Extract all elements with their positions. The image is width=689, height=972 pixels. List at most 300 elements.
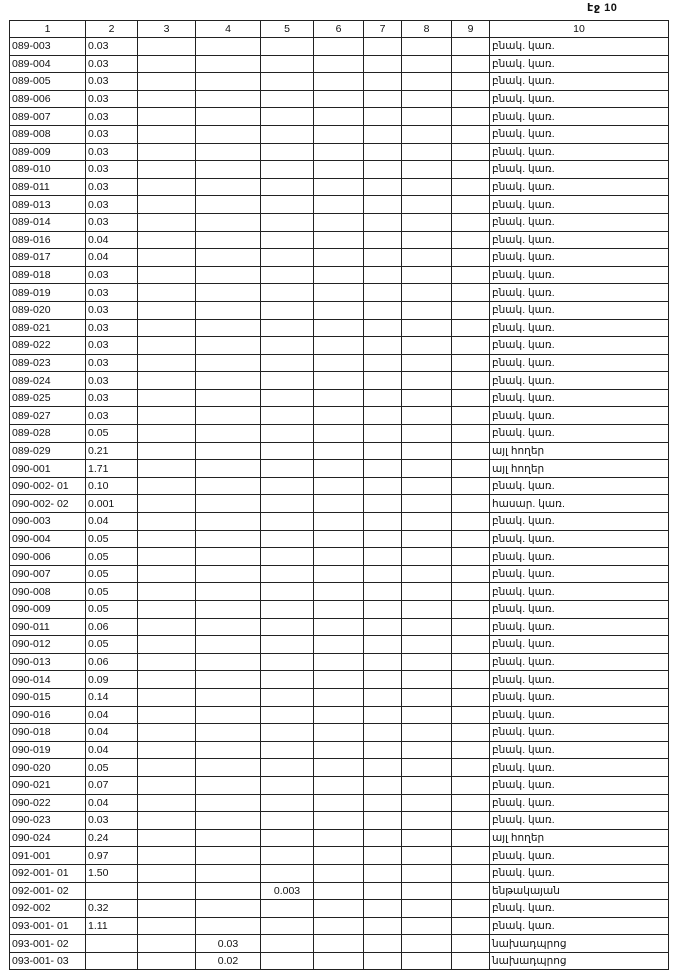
column-8-cell <box>402 829 452 847</box>
column-7-cell <box>364 337 402 355</box>
parcel-code-cell: 092-001- 02 <box>10 882 86 900</box>
column-4-cell <box>196 601 261 619</box>
column-7-cell <box>364 125 402 143</box>
area-cell: 0.97 <box>86 847 138 865</box>
column-9-cell <box>452 548 490 566</box>
column-6-cell <box>314 776 364 794</box>
column-9-cell <box>452 143 490 161</box>
column-4-cell <box>196 354 261 372</box>
land-use-cell: բնակ. կառ. <box>490 337 669 355</box>
area-cell: 1.11 <box>86 917 138 935</box>
column-3-cell <box>138 530 196 548</box>
column-6-cell <box>314 935 364 953</box>
column-8-cell <box>402 143 452 161</box>
column-6-cell <box>314 337 364 355</box>
table-row <box>10 407 669 425</box>
column-8-cell <box>402 460 452 478</box>
column-5-cell <box>261 213 314 231</box>
column-3-cell <box>138 125 196 143</box>
column-9-cell <box>452 935 490 953</box>
column-4-cell <box>196 90 261 108</box>
column-5-cell <box>261 231 314 249</box>
column-4-cell <box>196 301 261 319</box>
column-9-cell <box>452 90 490 108</box>
column-9-cell <box>452 636 490 654</box>
column-6-cell <box>314 882 364 900</box>
table-row <box>10 266 669 284</box>
table-row <box>10 741 669 759</box>
table-row <box>10 565 669 583</box>
area-cell: 0.05 <box>86 548 138 566</box>
column-9-cell <box>452 724 490 742</box>
column-4-cell <box>196 548 261 566</box>
column-5-cell <box>261 55 314 73</box>
column-8-cell <box>402 161 452 179</box>
column-8-cell <box>402 337 452 355</box>
column-8-cell <box>402 847 452 865</box>
land-use-cell: բնակ. կառ. <box>490 618 669 636</box>
column-6-cell <box>314 161 364 179</box>
column-8-cell <box>402 442 452 460</box>
column-3-cell <box>138 653 196 671</box>
parcel-code-cell: 090-002- 02 <box>10 495 86 513</box>
land-use-cell: բնակ. կառ. <box>490 319 669 337</box>
table-row <box>10 829 669 847</box>
column-5-cell <box>261 73 314 91</box>
column-9-cell <box>452 319 490 337</box>
column-6-cell <box>314 319 364 337</box>
column-8-cell <box>402 882 452 900</box>
column-8-cell <box>402 354 452 372</box>
land-use-cell: բնակ. կառ. <box>490 73 669 91</box>
column-9-cell <box>452 759 490 777</box>
column-3-cell <box>138 249 196 267</box>
column-3-cell <box>138 266 196 284</box>
column-7-cell <box>364 917 402 935</box>
table-row <box>10 108 669 126</box>
column-7-cell <box>364 196 402 214</box>
land-use-cell: այլ հողեր <box>490 829 669 847</box>
column-4-cell <box>196 847 261 865</box>
table-row <box>10 706 669 724</box>
column-5-cell <box>261 548 314 566</box>
table-row <box>10 530 669 548</box>
column-8-cell <box>402 565 452 583</box>
column-3-cell <box>138 161 196 179</box>
land-use-cell: բնակ. կառ. <box>490 776 669 794</box>
area-cell: 0.04 <box>86 741 138 759</box>
land-use-cell: այլ հողեր <box>490 460 669 478</box>
column-5-cell <box>261 143 314 161</box>
column-5-cell <box>261 952 314 970</box>
column-9-cell <box>452 178 490 196</box>
column-4-cell <box>196 653 261 671</box>
column-7-cell <box>364 90 402 108</box>
land-use-cell: բնակ. կառ. <box>490 407 669 425</box>
column-6-cell <box>314 90 364 108</box>
land-use-cell: բնակ. կառ. <box>490 301 669 319</box>
column-5-cell <box>261 688 314 706</box>
column-7-cell <box>364 601 402 619</box>
column-5-cell <box>261 583 314 601</box>
column-7-cell <box>364 583 402 601</box>
table-row <box>10 671 669 689</box>
column-6-cell <box>314 38 364 56</box>
column-8-cell <box>402 741 452 759</box>
column-5-cell <box>261 196 314 214</box>
column-3-cell <box>138 618 196 636</box>
area-cell: 0.04 <box>86 794 138 812</box>
area-cell: 0.24 <box>86 829 138 847</box>
column-6-cell <box>314 477 364 495</box>
area-cell: 0.001 <box>86 495 138 513</box>
column-8-cell <box>402 706 452 724</box>
column-8-cell <box>402 935 452 953</box>
column-5-cell <box>261 776 314 794</box>
column-6-cell <box>314 249 364 267</box>
column-9-cell <box>452 812 490 830</box>
column-8-cell <box>402 372 452 390</box>
area-cell: 0.04 <box>86 231 138 249</box>
column-3-cell <box>138 900 196 918</box>
land-use-cell: բնակ. կառ. <box>490 653 669 671</box>
table-row <box>10 513 669 531</box>
area-cell: 0.03 <box>86 213 138 231</box>
column-3-cell <box>138 73 196 91</box>
parcel-code-cell: 090-001 <box>10 460 86 478</box>
column-6-cell <box>314 530 364 548</box>
land-use-cell: բնակ. կառ. <box>490 161 669 179</box>
parcel-code-cell: 093-001- 03 <box>10 952 86 970</box>
column-9-cell <box>452 389 490 407</box>
column-7-cell <box>364 794 402 812</box>
column-5-cell <box>261 477 314 495</box>
column-5-cell <box>261 442 314 460</box>
column-8-cell <box>402 73 452 91</box>
column-8-cell <box>402 548 452 566</box>
parcel-code-cell: 089-018 <box>10 266 86 284</box>
table-row <box>10 425 669 443</box>
column-5-cell <box>261 425 314 443</box>
parcel-code-cell: 090-020 <box>10 759 86 777</box>
parcel-code-cell: 089-010 <box>10 161 86 179</box>
column-7-cell <box>364 829 402 847</box>
column-6-cell <box>314 407 364 425</box>
column-8-cell <box>402 952 452 970</box>
parcel-code-cell: 091-001 <box>10 847 86 865</box>
column-6-cell <box>314 354 364 372</box>
column-6-cell <box>314 724 364 742</box>
column-header: 4 <box>196 21 261 38</box>
column-9-cell <box>452 73 490 91</box>
land-use-cell: բնակ. կառ. <box>490 847 669 865</box>
column-7-cell <box>364 706 402 724</box>
area-cell: 0.04 <box>86 513 138 531</box>
land-use-cell: բնակ. կառ. <box>490 759 669 777</box>
column-9-cell <box>452 196 490 214</box>
column-9-cell <box>452 301 490 319</box>
column-3-cell <box>138 636 196 654</box>
column-4-cell <box>196 266 261 284</box>
column-6-cell <box>314 125 364 143</box>
column-7-cell <box>364 636 402 654</box>
column-6-cell <box>314 143 364 161</box>
column-3-cell <box>138 706 196 724</box>
parcel-code-cell: 089-023 <box>10 354 86 372</box>
area-cell: 0.03 <box>86 143 138 161</box>
table-row <box>10 618 669 636</box>
column-7-cell <box>364 548 402 566</box>
column-7-cell <box>364 776 402 794</box>
column-header-row <box>10 21 669 38</box>
column-header: 7 <box>364 21 402 38</box>
column-5-cell <box>261 337 314 355</box>
column-9-cell <box>452 900 490 918</box>
column-6-cell <box>314 653 364 671</box>
column-5-cell <box>261 389 314 407</box>
parcel-code-cell: 089-013 <box>10 196 86 214</box>
column-4-cell <box>196 618 261 636</box>
area-cell: 0.14 <box>86 688 138 706</box>
land-use-cell: բնակ. կառ. <box>490 530 669 548</box>
parcel-code-cell: 090-015 <box>10 688 86 706</box>
column-3-cell <box>138 776 196 794</box>
column-9-cell <box>452 161 490 179</box>
column-5-cell <box>261 917 314 935</box>
column-8-cell <box>402 231 452 249</box>
column-7-cell <box>364 372 402 390</box>
column-5-cell <box>261 601 314 619</box>
land-use-cell: բնակ. կառ. <box>490 213 669 231</box>
column-4-cell <box>196 125 261 143</box>
column-header: 6 <box>314 21 364 38</box>
table-row <box>10 917 669 935</box>
table-row <box>10 477 669 495</box>
table-row <box>10 284 669 302</box>
column-8-cell <box>402 917 452 935</box>
parcel-code-cell: 090-023 <box>10 812 86 830</box>
column-4-cell <box>196 477 261 495</box>
land-use-cell: բնակ. կառ. <box>490 90 669 108</box>
land-use-cell: բնակ. կառ. <box>490 196 669 214</box>
column-7-cell <box>364 425 402 443</box>
area-cell: 0.03 <box>86 354 138 372</box>
column-9-cell <box>452 671 490 689</box>
column-6-cell <box>314 231 364 249</box>
column-5-cell: 0.003 <box>261 882 314 900</box>
column-4-cell <box>196 284 261 302</box>
column-5-cell <box>261 495 314 513</box>
land-use-cell: բնակ. կառ. <box>490 55 669 73</box>
land-use-cell: նախադպրոց <box>490 952 669 970</box>
column-8-cell <box>402 636 452 654</box>
column-6-cell <box>314 73 364 91</box>
column-6-cell <box>314 952 364 970</box>
area-cell: 0.06 <box>86 618 138 636</box>
column-3-cell <box>138 952 196 970</box>
column-4-cell <box>196 706 261 724</box>
column-7-cell <box>364 882 402 900</box>
table-row <box>10 389 669 407</box>
column-9-cell <box>452 530 490 548</box>
column-6-cell <box>314 372 364 390</box>
land-use-cell: բնակ. կառ. <box>490 706 669 724</box>
column-9-cell <box>452 917 490 935</box>
column-6-cell <box>314 812 364 830</box>
column-6-cell <box>314 460 364 478</box>
table-row <box>10 354 669 372</box>
column-7-cell <box>364 460 402 478</box>
column-3-cell <box>138 477 196 495</box>
column-9-cell <box>452 776 490 794</box>
column-6-cell <box>314 706 364 724</box>
column-5-cell <box>261 249 314 267</box>
table-row <box>10 601 669 619</box>
parcel-code-cell: 090-019 <box>10 741 86 759</box>
area-cell: 0.03 <box>86 55 138 73</box>
area-cell: 0.06 <box>86 653 138 671</box>
column-8-cell <box>402 759 452 777</box>
column-9-cell <box>452 952 490 970</box>
table-row <box>10 847 669 865</box>
column-4-cell <box>196 671 261 689</box>
column-4-cell <box>196 196 261 214</box>
column-5-cell <box>261 812 314 830</box>
land-use-cell: բնակ. կառ. <box>490 266 669 284</box>
area-cell: 0.03 <box>86 73 138 91</box>
column-8-cell <box>402 213 452 231</box>
column-6-cell <box>314 618 364 636</box>
area-cell: 0.07 <box>86 776 138 794</box>
column-5-cell <box>261 724 314 742</box>
column-7-cell <box>364 952 402 970</box>
column-5-cell <box>261 178 314 196</box>
column-5-cell <box>261 864 314 882</box>
column-5-cell <box>261 636 314 654</box>
column-6-cell <box>314 108 364 126</box>
table-row <box>10 653 669 671</box>
column-4-cell <box>196 812 261 830</box>
table-row <box>10 583 669 601</box>
column-4-cell <box>196 724 261 742</box>
column-7-cell <box>364 266 402 284</box>
column-5-cell <box>261 565 314 583</box>
parcel-code-cell: 090-014 <box>10 671 86 689</box>
column-4-cell <box>196 882 261 900</box>
column-7-cell <box>364 55 402 73</box>
column-5-cell <box>261 618 314 636</box>
table-row <box>10 178 669 196</box>
parcel-code-cell: 090-022 <box>10 794 86 812</box>
column-7-cell <box>364 812 402 830</box>
column-5-cell <box>261 513 314 531</box>
parcel-code-cell: 092-001- 01 <box>10 864 86 882</box>
column-3-cell <box>138 548 196 566</box>
column-4-cell <box>196 319 261 337</box>
parcel-code-cell: 090-024 <box>10 829 86 847</box>
column-5-cell <box>261 125 314 143</box>
column-7-cell <box>364 319 402 337</box>
table-row <box>10 143 669 161</box>
column-8-cell <box>402 812 452 830</box>
column-3-cell <box>138 143 196 161</box>
land-use-cell: բնակ. կառ. <box>490 917 669 935</box>
table-row <box>10 776 669 794</box>
column-5-cell <box>261 671 314 689</box>
area-cell: 0.10 <box>86 477 138 495</box>
area-cell: 0.04 <box>86 706 138 724</box>
area-cell: 0.03 <box>86 161 138 179</box>
column-3-cell <box>138 213 196 231</box>
column-9-cell <box>452 249 490 267</box>
column-header: 9 <box>452 21 490 38</box>
column-3-cell <box>138 108 196 126</box>
table-row <box>10 548 669 566</box>
parcel-code-cell: 092-002 <box>10 900 86 918</box>
column-3-cell <box>138 442 196 460</box>
parcel-code-cell: 090-021 <box>10 776 86 794</box>
column-5-cell <box>261 38 314 56</box>
column-9-cell <box>452 442 490 460</box>
column-7-cell <box>364 161 402 179</box>
column-9-cell <box>452 284 490 302</box>
column-3-cell <box>138 794 196 812</box>
column-6-cell <box>314 794 364 812</box>
column-6-cell <box>314 741 364 759</box>
column-6-cell <box>314 301 364 319</box>
column-4-cell <box>196 249 261 267</box>
area-cell: 0.05 <box>86 425 138 443</box>
parcel-code-cell: 089-008 <box>10 125 86 143</box>
column-5-cell <box>261 653 314 671</box>
table-row <box>10 442 669 460</box>
land-use-cell: բնակ. կառ. <box>490 389 669 407</box>
parcel-code-cell: 089-019 <box>10 284 86 302</box>
column-7-cell <box>364 741 402 759</box>
area-cell: 0.03 <box>86 372 138 390</box>
area-cell: 0.03 <box>86 337 138 355</box>
table-row <box>10 372 669 390</box>
column-3-cell <box>138 864 196 882</box>
column-5-cell <box>261 847 314 865</box>
column-8-cell <box>402 389 452 407</box>
table-row <box>10 337 669 355</box>
table-row <box>10 759 669 777</box>
column-3-cell <box>138 829 196 847</box>
column-5-cell <box>261 284 314 302</box>
column-4-cell <box>196 794 261 812</box>
column-8-cell <box>402 495 452 513</box>
land-use-cell: այլ հողեր <box>490 442 669 460</box>
column-header: 1 <box>10 21 86 38</box>
column-8-cell <box>402 249 452 267</box>
column-6-cell <box>314 266 364 284</box>
parcel-code-cell: 093-001- 02 <box>10 935 86 953</box>
column-3-cell <box>138 55 196 73</box>
area-cell: 0.04 <box>86 249 138 267</box>
parcel-code-cell: 093-001- 01 <box>10 917 86 935</box>
table-row <box>10 724 669 742</box>
column-6-cell <box>314 565 364 583</box>
column-4-cell <box>196 530 261 548</box>
column-5-cell <box>261 900 314 918</box>
page-number-label: էջ 10 <box>587 2 618 14</box>
table-row <box>10 73 669 91</box>
column-header: 3 <box>138 21 196 38</box>
column-7-cell <box>364 688 402 706</box>
column-4-cell <box>196 741 261 759</box>
column-6-cell <box>314 513 364 531</box>
